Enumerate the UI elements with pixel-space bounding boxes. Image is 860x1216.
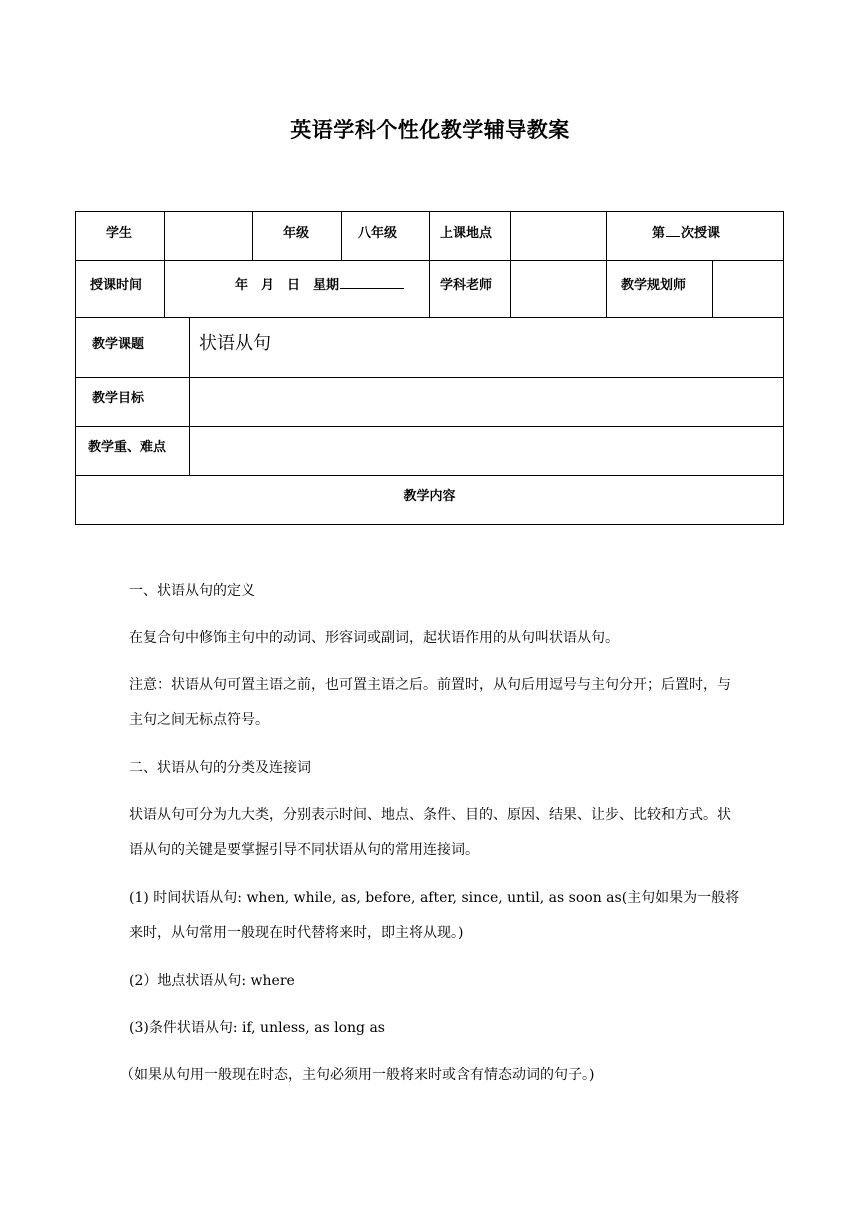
table-row-divider: [75, 426, 784, 427]
date-field: [235, 274, 404, 293]
table-col-divider: [712, 260, 713, 317]
table-border-left: [75, 211, 76, 525]
table-col-divider: [510, 211, 511, 317]
teacher-label: 学科老师: [440, 278, 493, 293]
lesson-number: [652, 222, 720, 241]
paragraph: (1) 时间状语从句: when, while, as, before, after, since, until, as soon as(主句如果为一般将来时，从句常用一般现在时代替将来时，即主将从现。): [129, 890, 740, 941]
table-row-divider: [75, 317, 784, 318]
keypoints-label: 教学重、难点: [88, 440, 167, 455]
content-label: 教学内容: [403, 489, 456, 504]
weekday-blank[interactable]: [340, 275, 404, 289]
table-border-bottom: [75, 524, 784, 525]
goal-label: 教学目标: [92, 391, 145, 406]
lesson-number-blank[interactable]: [666, 224, 680, 237]
paragraph: （如果从句用一般现在时态，主句必须用一般将来时或含有情态动词的句子。): [120, 1067, 595, 1083]
student-label: 学生: [106, 226, 133, 241]
document-title: 英语学科个性化教学辅导教案: [290, 118, 570, 142]
lesson-number-suffix: 次授课: [681, 226, 721, 241]
table-border-right: [783, 211, 784, 525]
table-row-divider: [75, 475, 784, 476]
section-heading: 一、状语从句的定义: [129, 583, 255, 599]
lesson-number-prefix: 第: [652, 226, 666, 241]
paragraph: 状语从句可分为九大类，分别表示时间、地点、条件、目的、原因、结果、让步、比较和方式。状语从句的关键是要掌握引导不同状语从句的常用连接词。: [129, 807, 731, 858]
date-text: 年 月 日 星期: [235, 278, 340, 293]
topic-label: 教学课题: [92, 337, 145, 352]
grade-label: 年级: [283, 226, 310, 241]
table-col-divider: [164, 260, 165, 317]
planner-label: 教学规划师: [621, 278, 687, 293]
table-col-divider: [252, 211, 253, 260]
table-col-divider: [429, 211, 430, 317]
lesson-info-table: [75, 211, 784, 525]
time-label: 授课时间: [90, 278, 143, 293]
table-row-divider: [75, 377, 784, 378]
paragraph: (2）地点状语从句: where: [129, 973, 295, 989]
topic-value: 状语从句: [199, 333, 271, 354]
paragraph: 注意：状语从句可置主语之前，也可置主语之后。前置时，从句后用逗号与主句分开；后置时，与主句之间无标点符号。: [129, 677, 731, 728]
section-heading: 二、状语从句的分类及连接词: [129, 760, 311, 776]
paragraph: 在复合句中修饰主句中的动词、形容词或副词，起状语作用的从句叫状语从句。: [129, 630, 619, 646]
paragraph: (3)条件状语从句: if, unless, as long as: [129, 1020, 385, 1036]
location-label: 上课地点: [440, 226, 493, 241]
table-col-divider: [341, 211, 342, 260]
table-col-divider: [189, 317, 190, 475]
grade-value: 八年级: [358, 226, 398, 241]
table-col-divider: [164, 211, 165, 260]
table-col-divider: [606, 211, 607, 317]
